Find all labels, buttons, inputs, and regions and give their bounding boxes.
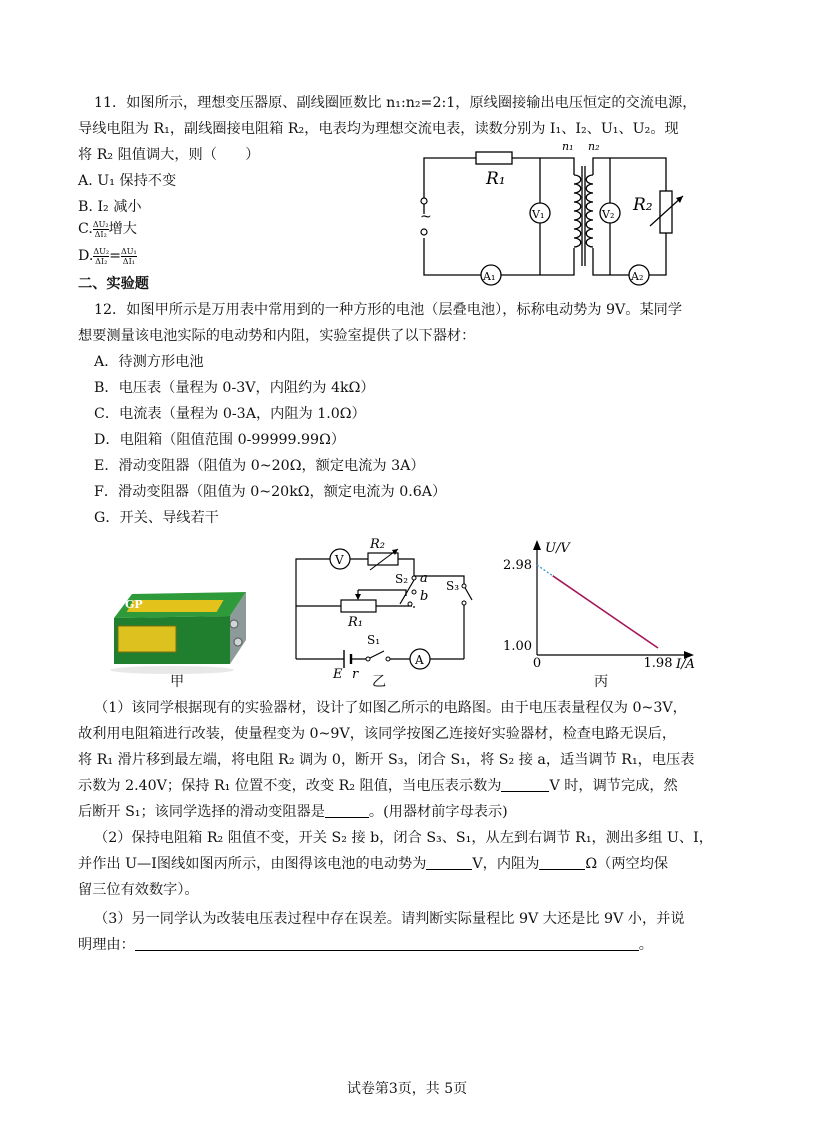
equipment-item: A．待测方形电池 [94, 354, 204, 370]
n2-label: n₂ [588, 140, 600, 153]
v2-label: V₂ [602, 208, 615, 221]
equipment-item: F．滑动变阻器（阻值为 0~20kΩ，额定电流为 0.6A） [94, 484, 447, 500]
frac-den: ΔI₂ [94, 229, 107, 239]
option-c-suffix: 增大 [108, 221, 137, 237]
p2-line1: （2）保持电阻箱 R₂ 阻值不变，开关 S₂ 接 b，闭合 S₃、S₁，从左到右调节 R₁，测出多组 U、I， [94, 830, 713, 846]
ac-source-symbol: ~ [420, 209, 432, 225]
p3-line2-text: 明理由： [78, 937, 135, 953]
contact-b-label: b [420, 589, 429, 604]
figure-label-bing: 丙 [594, 674, 609, 690]
p1-line4-text: 示数为 2.40V；保持 R₁ 位置不变，改变 R₂ 阻值，当电压表示数为 [78, 778, 502, 794]
v1-label: V₁ [532, 208, 545, 221]
contact-a-label: a [420, 571, 428, 586]
y-tick-label: 2.98 [503, 558, 532, 573]
equipment-item: C．电流表（量程为 0-3A，内阻为 1.0Ω） [94, 406, 366, 422]
frac-num: ΔU₁ [121, 246, 137, 256]
y-axis-arrow-icon [533, 540, 541, 550]
q11-line1: 11．如图所示，理想变压器原、副线圈匝数比 n₁:n₂=2:1，原线圈接输出电压恒定的交流电源， [94, 95, 697, 111]
q11-line2: 导线电阻为 R₁，副线圈接电阻箱 R₂，电表均为理想交流电表，读数分别为 I₁、I₂、U₁、U₂。现 [78, 121, 679, 137]
answer-blank-reason[interactable] [135, 936, 639, 951]
answer-blank-voltage[interactable] [501, 777, 549, 792]
s1-label: S₁ [367, 633, 381, 647]
section-heading: 二、实验题 [78, 276, 149, 292]
frac-den: ΔI₂ [95, 256, 108, 266]
p1-line5-text: 后断开 S₁；该同学选择的滑动变阻器是 [78, 804, 325, 820]
voltmeter-label: V [335, 553, 344, 567]
q11-option-a: A. U₁ 保持不变 [78, 173, 177, 189]
r2-label: R₂ [633, 195, 653, 215]
p1-line3: 将 R₁ 滑片移到最左端，将电阻 R₂ 调为 0，断开 S₃，闭合 S₁，将 S₂ 接 a，适当调节 R₁，电压表 [78, 752, 695, 768]
q12-line2: 想要测量该电池实际的电动势和内阻，实验室提供了以下器材： [78, 328, 476, 344]
p1-line1: （1）该同学根据现有的实验器材，设计了如图乙所示的电路图。由于电压表量程仅为 0~3V， [94, 700, 687, 716]
p2-line3: 留三位有效数字）。 [78, 882, 199, 898]
p1-line4 [78, 776, 678, 796]
p1-line5-text-end: 。(用器材前字母表示) [368, 804, 508, 820]
equipment-item: E．滑动变阻器（阻值为 0~20Ω，额定电流为 3A） [94, 458, 425, 474]
a2-label: A₂ [631, 270, 644, 283]
y-tick-label: 1.00 [503, 639, 532, 654]
answer-blank-internal-resistance[interactable] [539, 855, 585, 870]
p1-line4-text-end: V 时，调节完成，然 [549, 778, 678, 794]
p2-line2 [78, 854, 668, 874]
p1-line5 [78, 802, 508, 822]
ammeter-label: A [415, 653, 424, 667]
equals-sign: = [109, 248, 122, 264]
frac-num: ΔU₂ [92, 219, 109, 229]
p2-line2-text-end: Ω（两空均保 [585, 856, 669, 872]
p3-line2-text-end: 。 [638, 937, 653, 953]
x-tick-label: 0 [532, 656, 542, 671]
x-tick-label: 1.98 [643, 656, 673, 671]
page-footer: 试卷第3页，共 5页 [346, 1081, 468, 1097]
r1-label: R₁ [348, 615, 363, 630]
q11-line3: 将 R₂ 阻值调大，则（ ） [78, 147, 260, 163]
frac-num: ΔU₂ [93, 246, 110, 256]
emf-label: E [333, 667, 343, 682]
answer-blank-emf[interactable] [426, 855, 472, 870]
figure-label-jia: 甲 [170, 674, 185, 690]
r1-label: R₁ [486, 169, 506, 189]
figure-label-yi: 乙 [372, 674, 387, 690]
u-i-line [553, 576, 658, 648]
p2-line2-text-mid: V，内阻为 [472, 856, 540, 872]
option-c-prefix: C. [78, 221, 93, 237]
y-axis-label: U/V [545, 541, 570, 556]
equipment-item: D．电阻箱（阻值范围 0-99999.99Ω） [94, 432, 346, 448]
s2-label: S₂ [395, 572, 409, 586]
p3-line1: （3）另一同学认为改装电压表过程中存在误差。请判断实际量程比 9V 大还是比 9V 小，并说 [94, 911, 685, 927]
equipment-item: G．开关、导线若干 [94, 510, 219, 526]
p3-line2 [78, 935, 653, 955]
internal-resistance-label: r [352, 667, 359, 682]
intercept-dashed-extension [537, 565, 553, 576]
n1-label: n₁ [562, 140, 574, 153]
equipment-item: B．电压表（量程为 0-3V，内阻约为 4kΩ） [94, 380, 375, 396]
s3-label: S₃ [446, 579, 460, 593]
q11-option-b: B. I₂ 减小 [78, 199, 142, 215]
answer-blank-rheostat[interactable] [325, 803, 369, 818]
a1-label: A₁ [483, 270, 496, 283]
p2-line2-text: 并作出 U—I图线如图丙所示，由图得该电池的电动势为 [78, 856, 427, 872]
p1-line2: 故利用电阻箱进行改装，使量程变为 0~9V，该同学按图乙连接好实验器材，检查电路无误后， [78, 726, 677, 742]
frac-den: ΔI₁ [122, 256, 135, 266]
battery-brand-text: GP [125, 598, 143, 611]
q12-line1: 12．如图甲所示是万用表中常用到的一种方形的电池（层叠电池），标称电动势为 9V。某同学 [94, 302, 683, 318]
option-d-prefix: D. [78, 248, 94, 264]
x-axis-label: I/A [676, 657, 695, 672]
r2-label: R₂ [370, 537, 385, 552]
